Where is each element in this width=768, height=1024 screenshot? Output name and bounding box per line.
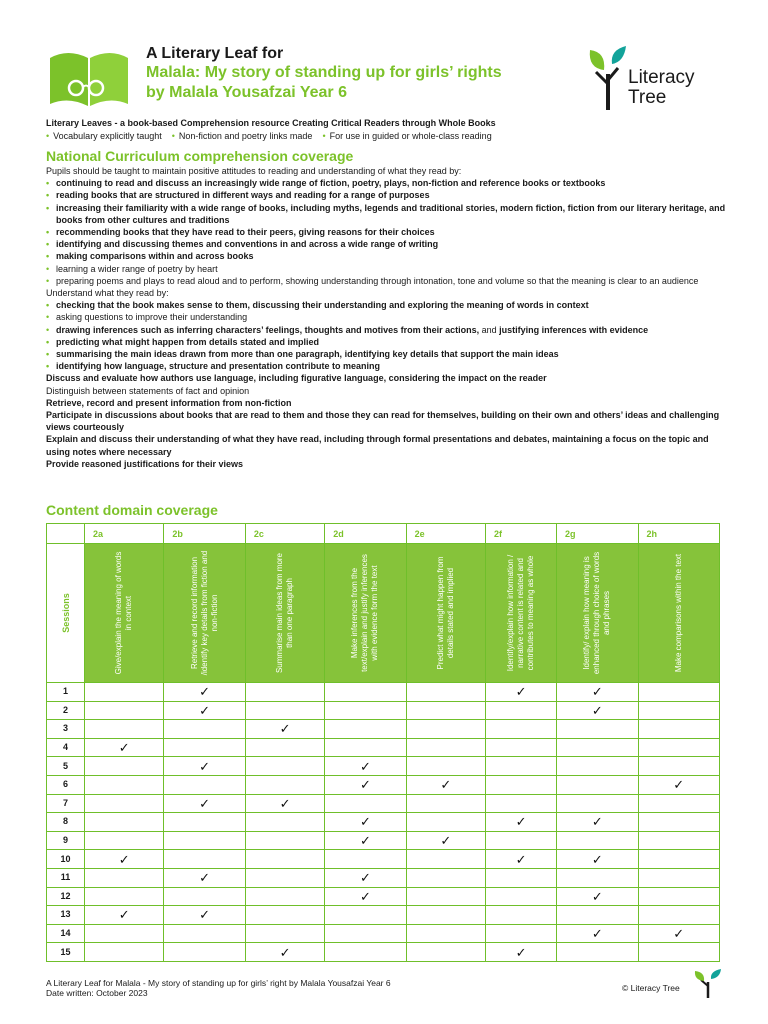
domain-code-2a: 2a bbox=[85, 524, 164, 544]
coverage-cell bbox=[406, 924, 485, 943]
coverage-cell bbox=[638, 850, 720, 869]
session-row bbox=[47, 887, 720, 906]
header bbox=[46, 38, 726, 118]
domain-desc-cell bbox=[406, 544, 485, 683]
coverage-cell bbox=[245, 850, 324, 869]
sessions-label: Sessions bbox=[60, 593, 71, 633]
coverage-cell bbox=[85, 887, 164, 906]
coverage-cell bbox=[164, 757, 245, 776]
coverage-cell bbox=[85, 794, 164, 813]
nc-item: Provide reasoned justifications for their views bbox=[46, 458, 244, 469]
coverage-cell bbox=[245, 720, 324, 739]
footer-title: A Literary Leaf for Malala - My story of standing up for girls’ right by Malala Yousafzai Year 6 bbox=[46, 978, 391, 988]
check-icon: ✓ bbox=[515, 851, 527, 867]
check-icon: ✓ bbox=[359, 814, 371, 830]
brand-line-1: Literacy bbox=[628, 67, 695, 88]
nc-item: • learning a wider range of poetry by heart bbox=[46, 263, 726, 275]
coverage-cell bbox=[325, 906, 406, 925]
domain-desc-text: Make inferences from the text/explain and justify inferences with evidence form the text bbox=[350, 554, 380, 672]
coverage-cell bbox=[486, 683, 557, 702]
coverage-cell bbox=[245, 683, 324, 702]
coverage-cell bbox=[85, 738, 164, 757]
coverage-cell bbox=[406, 720, 485, 739]
book-glasses-logo-icon bbox=[46, 44, 132, 110]
check-icon: ✓ bbox=[359, 888, 371, 904]
coverage-cell bbox=[85, 850, 164, 869]
coverage-cell bbox=[245, 757, 324, 776]
brand-line-2: Tree bbox=[628, 87, 667, 108]
coverage-cell bbox=[486, 757, 557, 776]
coverage-cell bbox=[245, 887, 324, 906]
coverage-cell bbox=[557, 906, 638, 925]
coverage-cell bbox=[638, 868, 720, 887]
coverage-cell bbox=[406, 887, 485, 906]
session-row bbox=[47, 831, 720, 850]
domain-desc-cell bbox=[486, 544, 557, 683]
coverage-cell bbox=[245, 943, 324, 962]
domain-code-2g: 2g bbox=[557, 524, 638, 544]
coverage-cell bbox=[638, 906, 720, 925]
check-icon: ✓ bbox=[673, 926, 685, 942]
session-row bbox=[47, 683, 720, 702]
session-number: 2 bbox=[47, 701, 85, 720]
coverage-cell bbox=[486, 831, 557, 850]
domain-code-2h: 2h bbox=[638, 524, 720, 544]
session-row bbox=[47, 943, 720, 962]
coverage-cell bbox=[245, 906, 324, 925]
nc-item-text: justifying inferences with evidence bbox=[499, 324, 649, 335]
domain-desc-text: Retrieve and record information /identify key details from fiction and non-fiction bbox=[189, 550, 219, 676]
coverage-cell bbox=[486, 813, 557, 832]
domain-code-2b: 2b bbox=[164, 524, 245, 544]
coverage-cell bbox=[325, 887, 406, 906]
nc-coverage bbox=[46, 148, 726, 470]
nc-item: • identifying how language, structure and presentation contribute to meaning bbox=[46, 360, 726, 372]
coverage-cell bbox=[638, 720, 720, 739]
coverage-cell bbox=[325, 738, 406, 757]
session-number: 13 bbox=[47, 906, 85, 925]
coverage-cell bbox=[486, 850, 557, 869]
coverage-cell bbox=[486, 924, 557, 943]
nc-item: Distinguish between statements of fact and opinion bbox=[46, 385, 250, 396]
coverage-cell bbox=[557, 850, 638, 869]
page-title bbox=[146, 44, 586, 103]
coverage-cell bbox=[164, 887, 245, 906]
coverage-cell bbox=[164, 850, 245, 869]
intro-point: • Non-fiction and poetry links made bbox=[172, 131, 313, 142]
domain-desc-cell bbox=[85, 544, 164, 683]
coverage-cell bbox=[164, 794, 245, 813]
session-row bbox=[47, 906, 720, 925]
nc-item: • summarising the main ideas drawn from more than one paragraph, identifying key details that support the main ideas bbox=[46, 348, 726, 360]
domain-desc-row bbox=[47, 544, 720, 683]
nc-item: • predicting what might happen from details stated and implied bbox=[46, 336, 726, 348]
coverage-cell bbox=[638, 813, 720, 832]
session-number: 1 bbox=[47, 683, 85, 702]
coverage-cell bbox=[85, 683, 164, 702]
nc-item: Discuss and evaluate how authors use language, including figurative language, considering the impact on the reader bbox=[46, 373, 547, 384]
coverage-cell bbox=[325, 775, 406, 794]
coverage-cell bbox=[406, 738, 485, 757]
coverage-cell bbox=[325, 943, 406, 962]
check-icon: ✓ bbox=[591, 684, 603, 700]
coverage-cell bbox=[638, 831, 720, 850]
domain-code-2e: 2e bbox=[406, 524, 485, 544]
coverage-cell bbox=[164, 813, 245, 832]
brand-name bbox=[628, 68, 695, 108]
check-icon: ✓ bbox=[199, 907, 211, 923]
coverage-cell bbox=[164, 701, 245, 720]
session-number: 14 bbox=[47, 924, 85, 943]
coverage-cell bbox=[85, 775, 164, 794]
coverage-cell bbox=[325, 720, 406, 739]
check-icon: ✓ bbox=[199, 702, 211, 718]
session-row bbox=[47, 738, 720, 757]
coverage-cell bbox=[325, 850, 406, 869]
sessions-body bbox=[47, 683, 720, 962]
domain-desc-cell bbox=[557, 544, 638, 683]
coverage-cell bbox=[85, 943, 164, 962]
coverage-cell bbox=[557, 683, 638, 702]
check-icon: ✓ bbox=[440, 833, 452, 849]
content-domain-table bbox=[46, 523, 720, 962]
coverage-cell bbox=[245, 924, 324, 943]
nc-list bbox=[46, 165, 726, 470]
domain-code-2f: 2f bbox=[486, 524, 557, 544]
session-number: 7 bbox=[47, 794, 85, 813]
check-icon: ✓ bbox=[279, 721, 291, 737]
coverage-cell bbox=[557, 720, 638, 739]
intro bbox=[46, 118, 736, 142]
coverage-cell bbox=[85, 868, 164, 887]
intro-point: • Vocabulary explicitly taught bbox=[46, 131, 162, 142]
nc-item: Retrieve, record and present information from non-fiction bbox=[46, 397, 292, 408]
nc-item: • recommending books that they have read to their peers, giving reasons for their choices bbox=[46, 226, 726, 238]
title-line-3: by Malala Yousafzai Year 6 bbox=[146, 84, 347, 101]
coverage-cell bbox=[557, 887, 638, 906]
coverage-cell bbox=[557, 943, 638, 962]
session-number: 10 bbox=[47, 850, 85, 869]
domain-desc-cell bbox=[164, 544, 245, 683]
coverage-cell bbox=[638, 701, 720, 720]
coverage-cell bbox=[486, 775, 557, 794]
coverage-cell bbox=[164, 868, 245, 887]
check-icon: ✓ bbox=[515, 684, 527, 700]
session-number: 8 bbox=[47, 813, 85, 832]
check-icon: ✓ bbox=[279, 944, 291, 960]
session-number: 6 bbox=[47, 775, 85, 794]
coverage-cell bbox=[325, 868, 406, 887]
check-icon: ✓ bbox=[118, 740, 130, 756]
domain-code-2d: 2d bbox=[325, 524, 406, 544]
session-number: 12 bbox=[47, 887, 85, 906]
coverage-cell bbox=[638, 683, 720, 702]
coverage-cell bbox=[406, 775, 485, 794]
domain-code-2c: 2c bbox=[245, 524, 324, 544]
coverage-cell bbox=[164, 831, 245, 850]
coverage-cell bbox=[406, 813, 485, 832]
coverage-cell bbox=[638, 775, 720, 794]
coverage-cell bbox=[325, 831, 406, 850]
nc-title: National Curriculum comprehension coverage bbox=[46, 148, 354, 164]
intro-points bbox=[46, 131, 736, 142]
nc-item: Pupils should be taught to maintain positive attitudes to reading and understanding of what they read by: bbox=[46, 166, 462, 176]
coverage-cell bbox=[557, 794, 638, 813]
check-icon: ✓ bbox=[118, 851, 130, 867]
coverage-cell bbox=[406, 757, 485, 776]
coverage-cell bbox=[245, 794, 324, 813]
coverage-cell bbox=[164, 775, 245, 794]
check-icon: ✓ bbox=[359, 870, 371, 886]
nc-item: • identifying and discussing themes and conventions in and across a wide range of writing bbox=[46, 238, 726, 250]
nc-item-text: and bbox=[479, 324, 500, 335]
coverage-cell bbox=[406, 868, 485, 887]
check-icon: ✓ bbox=[359, 758, 371, 774]
nc-item-text: drawing inferences such as inferring characters’ feelings, thoughts and motives from their actions, bbox=[56, 324, 480, 335]
coverage-cell bbox=[486, 720, 557, 739]
check-icon: ✓ bbox=[279, 795, 291, 811]
check-icon: ✓ bbox=[440, 777, 452, 793]
coverage-cell bbox=[486, 868, 557, 887]
check-icon: ✓ bbox=[199, 870, 211, 886]
check-icon: ✓ bbox=[515, 944, 527, 960]
check-icon: ✓ bbox=[591, 888, 603, 904]
domain-desc-text: Give/explain the meaning of words in context bbox=[114, 551, 134, 675]
domain-code-row bbox=[47, 524, 720, 544]
coverage-cell bbox=[638, 794, 720, 813]
domain-desc-cell bbox=[638, 544, 720, 683]
coverage-cell bbox=[164, 943, 245, 962]
check-icon: ✓ bbox=[591, 926, 603, 942]
coverage-cell bbox=[325, 794, 406, 813]
coverage-cell bbox=[486, 943, 557, 962]
coverage-cell bbox=[557, 738, 638, 757]
check-icon: ✓ bbox=[359, 833, 371, 849]
coverage-cell bbox=[486, 794, 557, 813]
session-row bbox=[47, 794, 720, 813]
domain-desc-text: Predict what might happen from details stated and implied bbox=[435, 556, 455, 670]
session-number: 15 bbox=[47, 943, 85, 962]
literacy-tree-logo bbox=[588, 42, 724, 112]
coverage-cell bbox=[406, 701, 485, 720]
coverage-cell bbox=[164, 683, 245, 702]
coverage-cell bbox=[638, 924, 720, 943]
coverage-cell bbox=[406, 831, 485, 850]
coverage-cell bbox=[406, 906, 485, 925]
session-number: 3 bbox=[47, 720, 85, 739]
check-icon: ✓ bbox=[118, 907, 130, 923]
coverage-cell bbox=[406, 683, 485, 702]
coverage-cell bbox=[638, 943, 720, 962]
coverage-cell bbox=[557, 775, 638, 794]
session-row bbox=[47, 720, 720, 739]
session-row bbox=[47, 775, 720, 794]
coverage-cell bbox=[638, 738, 720, 757]
coverage-cell bbox=[85, 906, 164, 925]
coverage-cell bbox=[164, 924, 245, 943]
coverage-cell bbox=[406, 794, 485, 813]
session-number: 11 bbox=[47, 868, 85, 887]
footer bbox=[46, 978, 391, 998]
title-line-2: Malala: My story of standing up for girls’ rights bbox=[146, 64, 502, 81]
session-number: 5 bbox=[47, 757, 85, 776]
nc-item: • asking questions to improve their understanding bbox=[46, 311, 726, 323]
session-row bbox=[47, 868, 720, 887]
coverage-cell bbox=[245, 775, 324, 794]
coverage-cell bbox=[486, 738, 557, 757]
session-number: 9 bbox=[47, 831, 85, 850]
coverage-cell bbox=[85, 924, 164, 943]
coverage-cell bbox=[557, 924, 638, 943]
intro-point: • For use in guided or whole-class reading bbox=[322, 131, 491, 142]
coverage-cell bbox=[486, 887, 557, 906]
coverage-cell bbox=[164, 738, 245, 757]
coverage-cell bbox=[486, 906, 557, 925]
coverage-cell bbox=[638, 757, 720, 776]
nc-item: • preparing poems and plays to read aloud and to perform, showing understanding through intonation, tone and volume so that the meaning is clear to an audience bbox=[46, 275, 726, 287]
check-icon: ✓ bbox=[199, 795, 211, 811]
coverage-cell bbox=[557, 813, 638, 832]
coverage-cell bbox=[406, 850, 485, 869]
coverage-cell bbox=[164, 906, 245, 925]
session-row bbox=[47, 850, 720, 869]
coverage-cell bbox=[557, 831, 638, 850]
coverage-cell bbox=[85, 831, 164, 850]
domain-desc-text: Identify/explain how information / narrative content is related and contributes to meaning as whole bbox=[506, 554, 536, 672]
nc-item: Understand what they read by: bbox=[46, 288, 169, 299]
session-row bbox=[47, 701, 720, 720]
coverage-cell bbox=[245, 701, 324, 720]
nc-item: • making comparisons within and across books bbox=[46, 250, 726, 262]
coverage-cell bbox=[325, 683, 406, 702]
coverage-cell bbox=[638, 887, 720, 906]
coverage-cell bbox=[325, 813, 406, 832]
check-icon: ✓ bbox=[515, 814, 527, 830]
footer-copyright: © Literacy Tree bbox=[622, 983, 680, 993]
coverage-cell bbox=[245, 738, 324, 757]
intro-title: Literary Leaves - a book-based Comprehension resource Creating Critical Readers through Whole Books bbox=[46, 118, 496, 128]
domain-desc-text: Summarise main ideas from more than one paragraph bbox=[275, 552, 295, 674]
check-icon: ✓ bbox=[591, 814, 603, 830]
coverage-cell bbox=[245, 831, 324, 850]
nc-item: Explain and discuss their understanding of what they have read, including through formal presentations and debates, maintaining a focus on the topic and using notes where necessary bbox=[46, 434, 709, 457]
cd-title: Content domain coverage bbox=[46, 502, 218, 518]
coverage-cell bbox=[85, 813, 164, 832]
coverage-cell bbox=[164, 720, 245, 739]
coverage-cell bbox=[557, 757, 638, 776]
domain-desc-cell bbox=[325, 544, 406, 683]
coverage-cell bbox=[85, 701, 164, 720]
check-icon: ✓ bbox=[199, 684, 211, 700]
tree-icon bbox=[588, 44, 628, 110]
session-row bbox=[47, 924, 720, 943]
coverage-cell bbox=[557, 701, 638, 720]
check-icon: ✓ bbox=[359, 777, 371, 793]
corner-cell bbox=[47, 524, 85, 544]
nc-item: • continuing to read and discuss an increasingly wide range of fiction, poetry, plays, non-fiction and reference books or textbooks bbox=[46, 177, 726, 189]
footer-date: Date written: October 2023 bbox=[46, 988, 148, 998]
nc-item bbox=[46, 324, 726, 336]
coverage-cell bbox=[406, 943, 485, 962]
session-number: 4 bbox=[47, 738, 85, 757]
check-icon: ✓ bbox=[673, 777, 685, 793]
check-icon: ✓ bbox=[199, 758, 211, 774]
coverage-cell bbox=[85, 720, 164, 739]
coverage-cell bbox=[245, 813, 324, 832]
coverage-cell bbox=[325, 924, 406, 943]
coverage-cell bbox=[245, 868, 324, 887]
coverage-cell bbox=[85, 757, 164, 776]
session-row bbox=[47, 813, 720, 832]
check-icon: ✓ bbox=[591, 851, 603, 867]
domain-desc-text: Identify/ explain how meaning is enhanced through choice of words and phrases bbox=[582, 551, 612, 675]
coverage-cell bbox=[325, 757, 406, 776]
nc-item: • reading books that are structured in different ways and reading for a range of purposes bbox=[46, 189, 726, 201]
nc-item: Participate in discussions about books that are read to them and those they can read for themselves, building on their own and others’ ideas and challenging views courteously bbox=[46, 410, 720, 433]
title-line-1: A Literary Leaf for bbox=[146, 45, 284, 62]
nc-item: • checking that the book makes sense to them, discussing their understanding and exploring the meaning of words in context bbox=[46, 299, 726, 311]
coverage-cell bbox=[486, 701, 557, 720]
session-row bbox=[47, 757, 720, 776]
check-icon: ✓ bbox=[591, 702, 603, 718]
coverage-cell bbox=[325, 701, 406, 720]
domain-desc-text: Make comparisons within the text bbox=[673, 553, 683, 673]
coverage-cell bbox=[557, 868, 638, 887]
domain-desc-cell bbox=[245, 544, 324, 683]
tree-icon bbox=[694, 968, 722, 998]
nc-item: • increasing their familiarity with a wide range of books, including myths, legends and traditional stories, modern fiction, fiction from our literary heritage, and books from other cultures and traditions bbox=[46, 202, 726, 226]
sessions-header bbox=[47, 544, 85, 683]
